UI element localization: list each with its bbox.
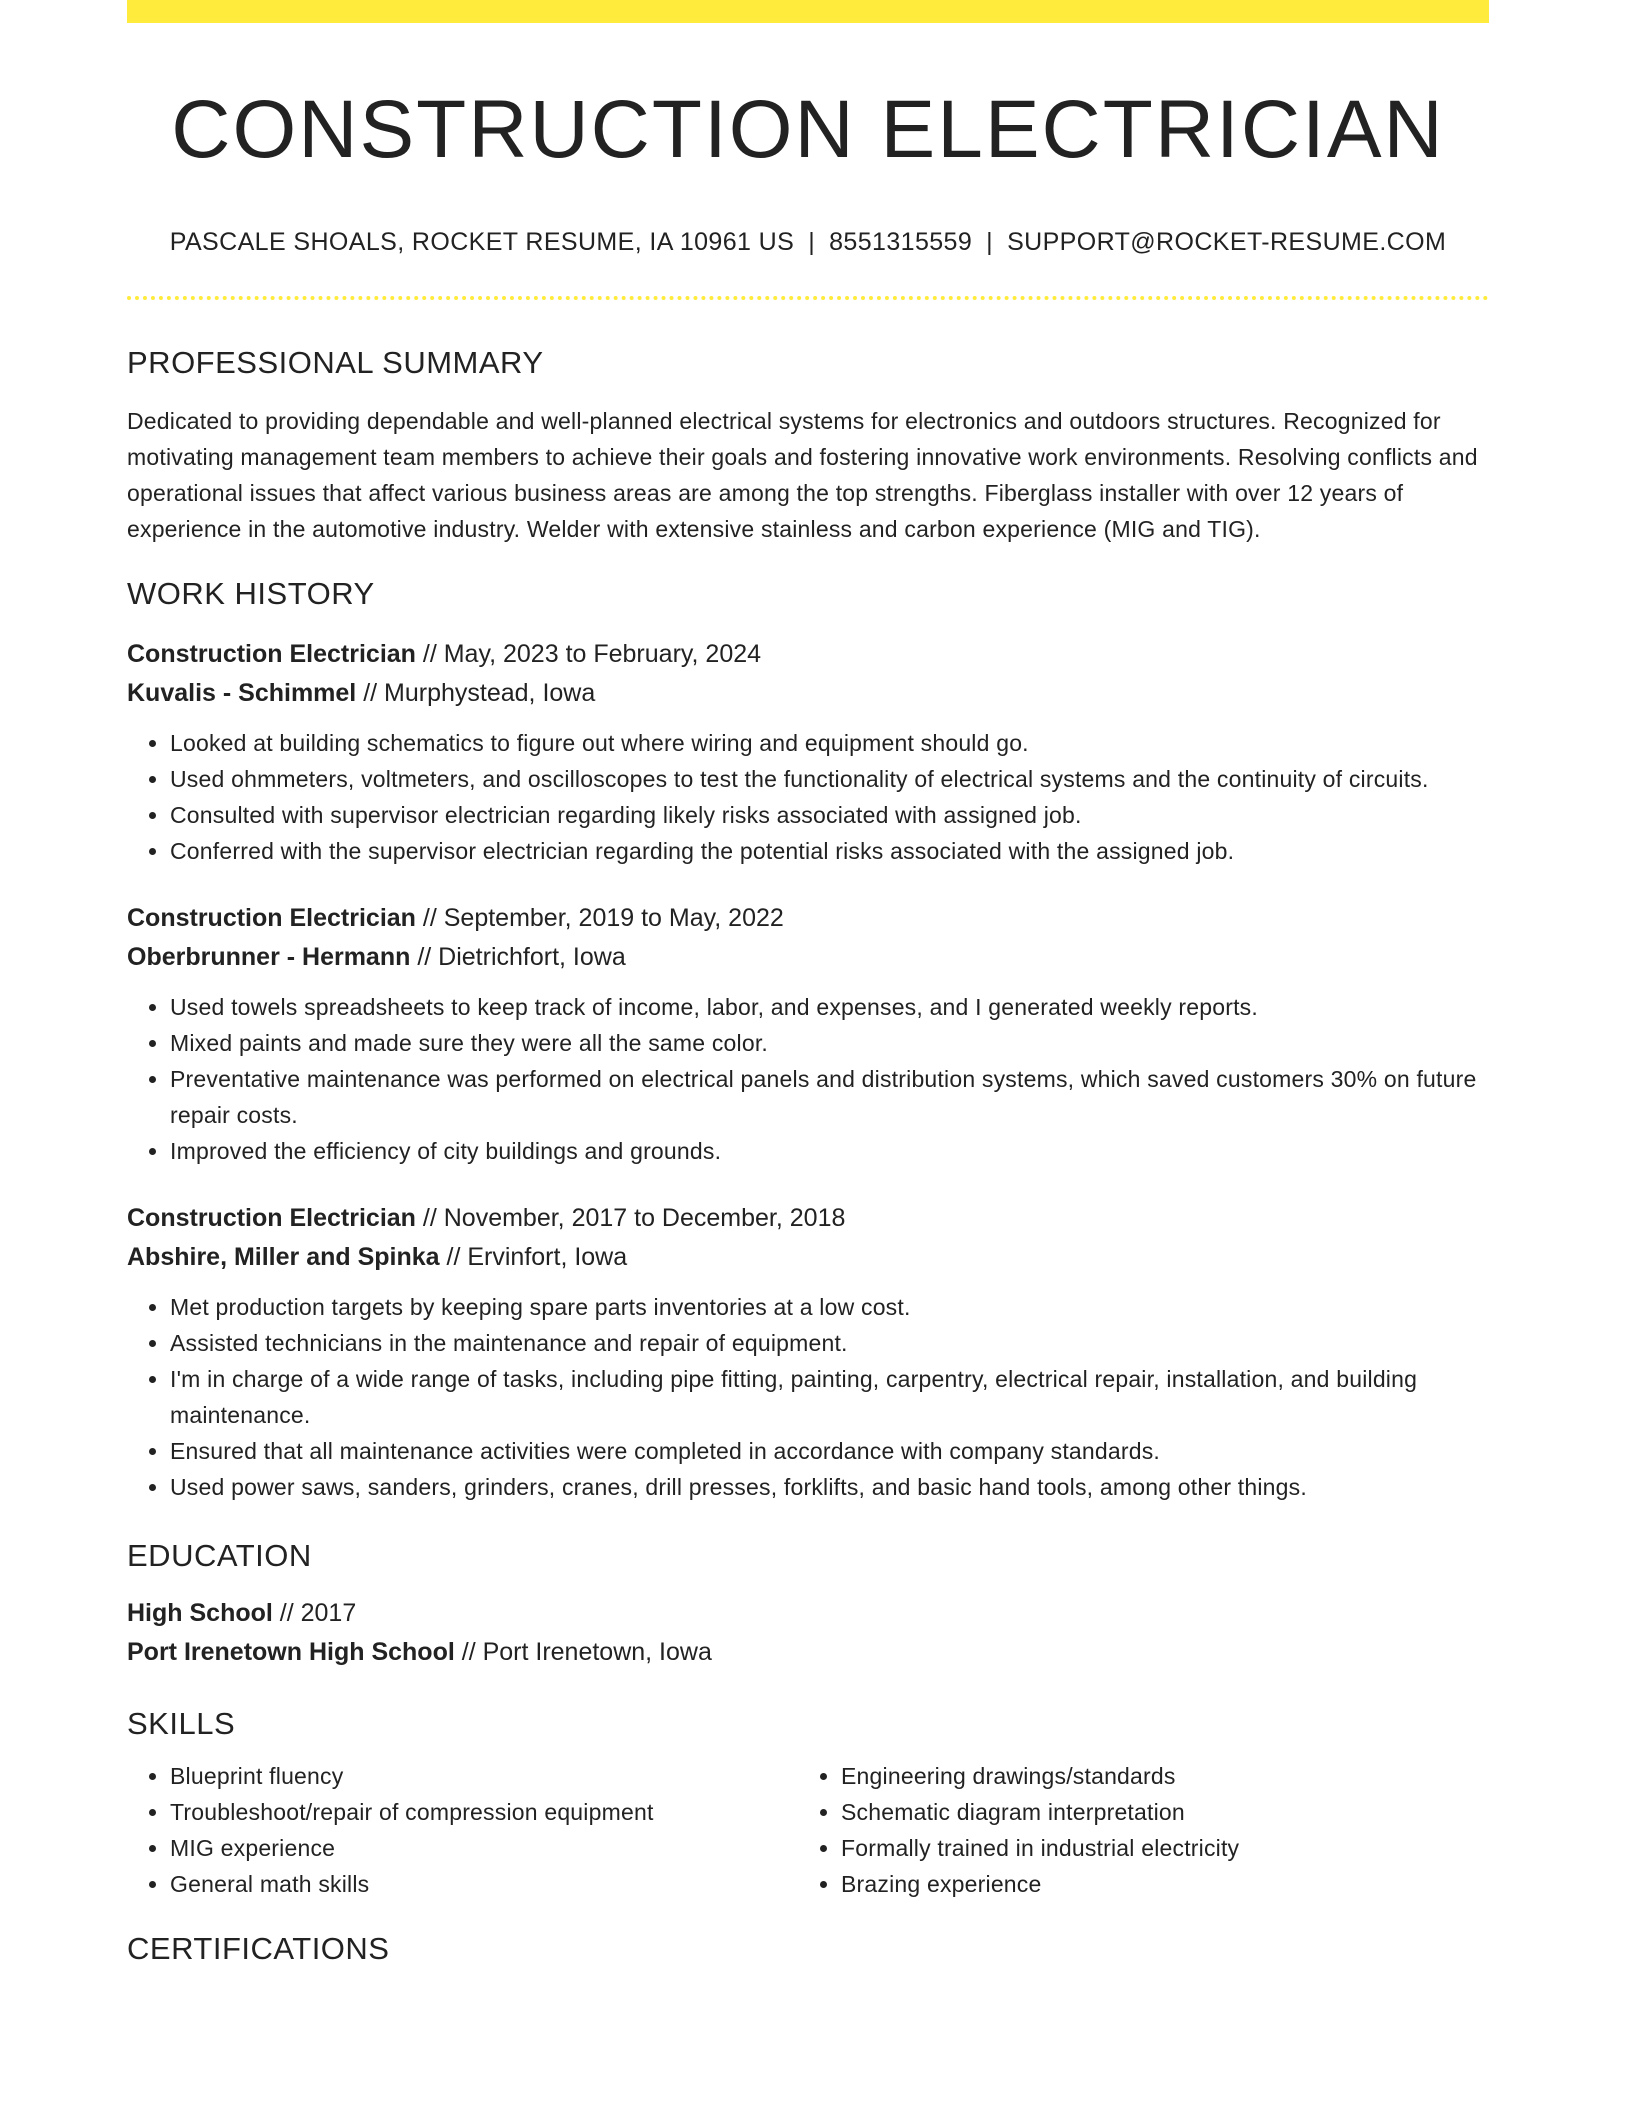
list-item: • Ensured that all maintenance activities were completed in accordance with company standards. (170, 1433, 1489, 1469)
job-role: Construction Electrician (127, 1203, 416, 1232)
list-item: • MIG experience (170, 1830, 798, 1866)
job-title-line (127, 1199, 1489, 1238)
list-item: • Met production targets by keeping spare parts inventories at a low cost. (170, 1289, 1489, 1325)
job-company: Oberbrunner - Hermann (127, 942, 411, 971)
job-dates: // November, 2017 to December, 2018 (415, 1203, 846, 1232)
skills-left-list (127, 1758, 798, 1902)
job-location: // Ervinfort, Iowa (439, 1242, 628, 1271)
job-company-line (127, 674, 1489, 713)
education-location: // Port Irenetown, Iowa (454, 1637, 712, 1666)
summary-text: Dedicated to providing dependable and well-planned electrical systems for electronics and outdoors structures. Recognized for motivating management team members to achieve their goals and fostering innovative work environments. Resolving conflicts and operational issues that affect various business areas are among the top strengths. Fiberglass installer with over 12 years of experience in the automotive industry. Welder with extensive stainless and carbon experience (MIG and TIG). (127, 408, 1478, 543)
job-bullets (127, 989, 1489, 1169)
list-item: • Formally trained in industrial electricity (841, 1830, 1469, 1866)
job-company-line (127, 1238, 1489, 1277)
list-item: • Troubleshoot/repair of compression equipment (170, 1794, 798, 1830)
list-item: • Improved the efficiency of city buildings and grounds. (170, 1133, 1489, 1169)
job-location: // Murphystead, Iowa (356, 678, 596, 707)
education-degree-line (127, 1594, 1489, 1633)
education-school-line (127, 1633, 1489, 1672)
job-company: Abshire, Miller and Spinka (127, 1242, 440, 1271)
contact-separator: | (808, 228, 816, 257)
job-location: // Dietrichfort, Iowa (410, 942, 626, 971)
list-item: • I'm in charge of a wide range of tasks, including pipe fitting, painting, carpentry, electrical repair, installation, and building maintenance. (170, 1361, 1489, 1433)
list-item: • Mixed paints and made sure they were all the same color. (170, 1025, 1489, 1061)
contact-line (127, 227, 1489, 257)
list-item: • Preventative maintenance was performed on electrical panels and distribution systems, which saved customers 30% on future repair costs. (170, 1061, 1489, 1133)
list-item: • Looked at building schematics to figure out where wiring and equipment should go. (170, 725, 1489, 761)
skills-right-list (798, 1758, 1469, 1902)
job-title-line (127, 899, 1489, 938)
education-year: // 2017 (272, 1598, 357, 1627)
job-entry (127, 899, 1489, 1169)
list-item: • Conferred with the supervisor electrician regarding the potential risks associated with the assigned job. (170, 833, 1489, 869)
contact-phone: 8551315559 (829, 228, 973, 257)
list-item: • Engineering drawings/standards (841, 1758, 1469, 1794)
list-item: • Consulted with supervisor electrician regarding likely risks associated with assigned job. (170, 797, 1489, 833)
job-entry (127, 635, 1489, 869)
summary-heading: PROFESSIONAL SUMMARY (127, 345, 544, 381)
job-company-line (127, 938, 1489, 977)
list-item: • Used towels spreadsheets to keep track of income, labor, and expenses, and I generated weekly reports. (170, 989, 1489, 1025)
work-history-heading: WORK HISTORY (127, 576, 375, 612)
list-item: • Assisted technicians in the maintenance and repair of equipment. (170, 1325, 1489, 1361)
accent-top-bar (127, 0, 1489, 23)
contact-address: PASCALE SHOALS, ROCKET RESUME, IA 10961 US (169, 228, 795, 257)
job-role: Construction Electrician (127, 903, 416, 932)
resume-page (127, 0, 1489, 1967)
job-title-line (127, 635, 1489, 674)
list-item: • Used power saws, sanders, grinders, cranes, drill presses, forklifts, and basic hand tools, among other things. (170, 1469, 1489, 1505)
contact-email: SUPPORT@ROCKET-RESUME.COM (1007, 228, 1447, 257)
job-company: Kuvalis - Schimmel (127, 678, 357, 707)
certifications-heading: CERTIFICATIONS (127, 1930, 390, 1966)
resume-name: CONSTRUCTION ELECTRICIAN (171, 84, 1445, 175)
list-item: • Used ohmmeters, voltmeters, and oscilloscopes to test the functionality of electrical systems and the continuity of circuits. (170, 761, 1489, 797)
education-school: Port Irenetown High School (127, 1637, 455, 1666)
job-dates: // September, 2019 to May, 2022 (415, 903, 784, 932)
job-bullets (127, 725, 1489, 869)
list-item: • General math skills (170, 1866, 798, 1902)
education-degree: High School (127, 1598, 273, 1627)
job-bullets (127, 1289, 1489, 1505)
list-item: • Blueprint fluency (170, 1758, 798, 1794)
dotted-divider (127, 296, 1489, 300)
contact-separator: | (986, 228, 994, 257)
list-item: • Schematic diagram interpretation (841, 1794, 1469, 1830)
skills-heading: SKILLS (127, 1705, 236, 1741)
list-item: • Brazing experience (841, 1866, 1469, 1902)
education-entry (127, 1594, 1489, 1672)
job-entry (127, 1199, 1489, 1505)
skills-columns (127, 1758, 1489, 1902)
job-role: Construction Electrician (127, 639, 416, 668)
job-dates: // May, 2023 to February, 2024 (415, 639, 762, 668)
education-heading: EDUCATION (127, 1537, 312, 1573)
